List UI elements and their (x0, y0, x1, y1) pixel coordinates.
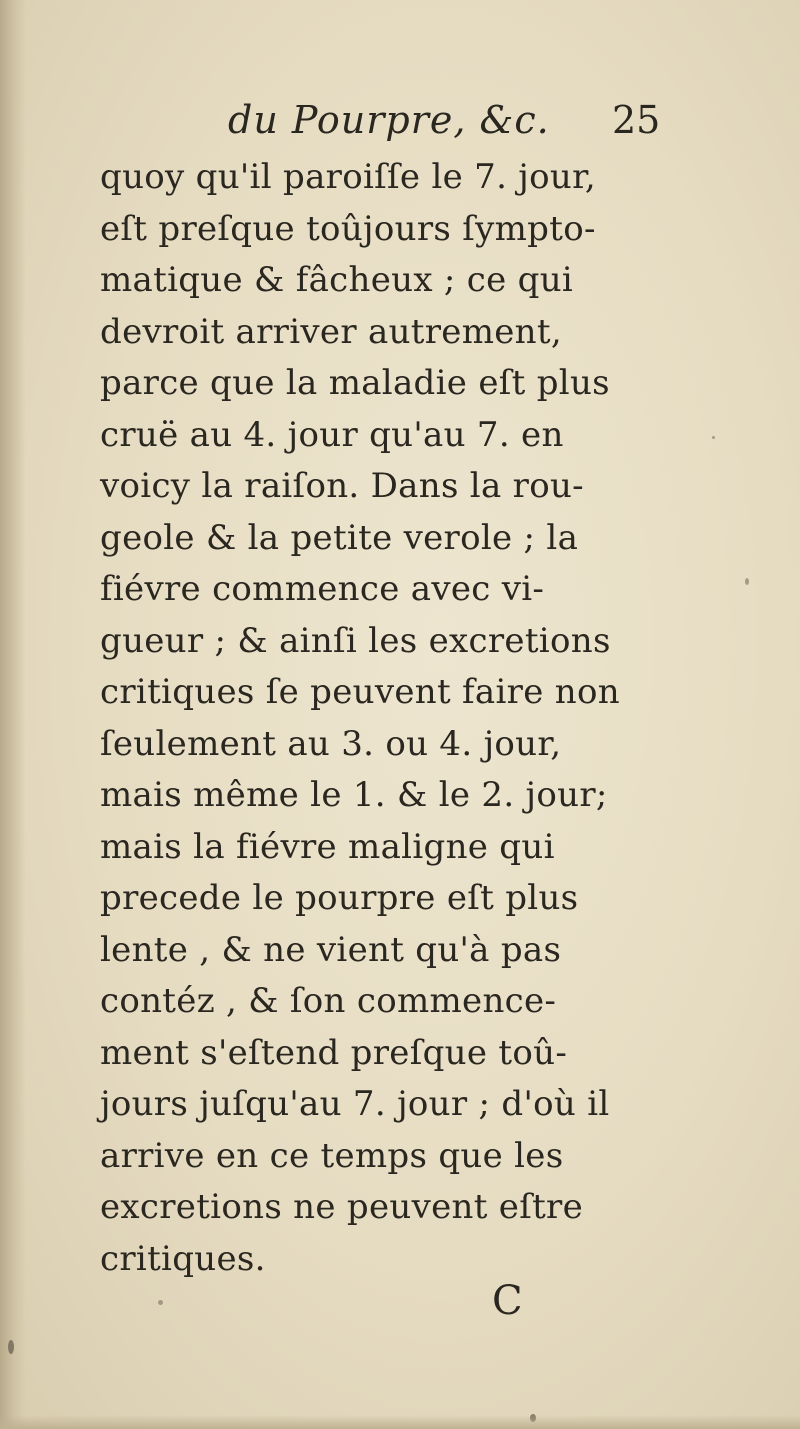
page-header (0, 98, 800, 148)
text-line: quoy qu'il paroiſſe le 7. jour, (100, 157, 597, 197)
signature-mark: C (492, 1278, 523, 1324)
paper-speck (158, 1300, 163, 1305)
text-line: contéz , & ſon commence- (100, 981, 557, 1021)
text-line: gueur ; & ainſi les excretions (100, 620, 611, 661)
text-line: mais même le 1. & le 2. jour; (100, 775, 608, 815)
text-line: geole & la petite verole ; la (100, 517, 579, 558)
text-line: arrive en ce temps que les (100, 1135, 564, 1176)
text-line: cruë au 4. jour qu'au 7. en (100, 414, 564, 455)
binding-shadow (0, 0, 26, 1429)
text-line: ſeulement au 3. ou 4. jour, (100, 723, 562, 764)
text-line: devroit arriver autrement, (100, 311, 562, 352)
paper-speck (745, 578, 749, 585)
page-bottom-edge (0, 1415, 800, 1429)
running-head: du Pourpre, &c. (228, 98, 550, 142)
text-line: critiques. (100, 1238, 266, 1279)
text-line: mais la fiévre maligne qui (100, 826, 555, 867)
text-line: parce que la maladie eſt plus (100, 363, 610, 403)
page-number: 25 (612, 98, 661, 142)
paper-speck (712, 436, 715, 439)
text-line: critiques ſe peuvent faire non (100, 672, 620, 712)
text-line: voicy la raiſon. Dans la rou- (100, 466, 584, 506)
text-line: fiévre commence avec vi- (100, 569, 545, 609)
text-line: excretions ne peuvent eſtre (100, 1187, 584, 1227)
text-line: ment s'eſtend preſque toû- (100, 1032, 568, 1073)
text-line: lente , & ne vient qu'à pas (100, 929, 562, 970)
text-line: eſt preſque toûjours ſympto- (100, 208, 596, 249)
text-line: precede le pourpre eſt plus (100, 878, 579, 918)
body-text (100, 152, 700, 1285)
paper-speck (8, 1340, 14, 1354)
text-line: matique & fâcheux ; ce qui (100, 260, 574, 300)
text-line: jours juſqu'au 7. jour ; d'où il (100, 1084, 610, 1124)
